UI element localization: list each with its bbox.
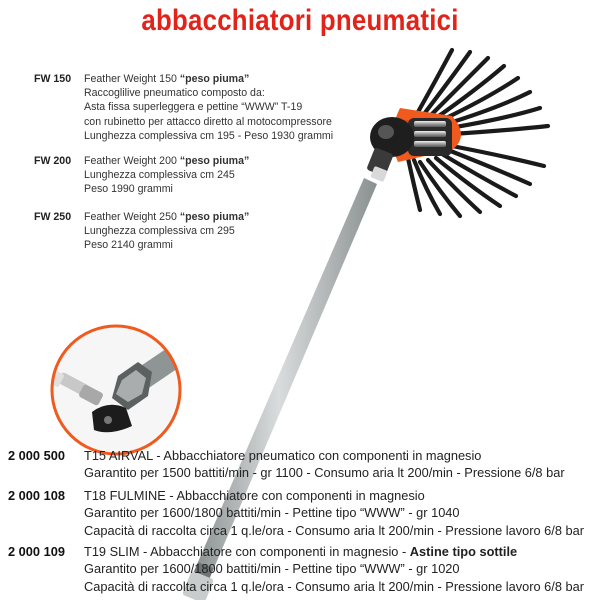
model-nickname: “peso piuma” <box>179 155 250 167</box>
product-heading <box>84 487 584 504</box>
model-name-line <box>84 210 249 224</box>
model-detail: Lunghezza complessiva cm 195 - Peso 1930 grammi <box>84 129 334 142</box>
model-code: FW 200 <box>34 155 72 167</box>
model-code: FW 250 <box>34 211 72 223</box>
comb-head <box>366 50 548 216</box>
model-nickname: “peso piuma” <box>179 73 250 85</box>
model-detail: Lunghezza complessiva cm 295 <box>84 225 235 238</box>
product-heading-text: T18 FULMINE - Abbacchiatore con componenti in magnesio <box>84 488 425 503</box>
product-spec: Capacità di raccolta circa 1 q.le/ora - Consumo aria lt 200/min - Pressione lavoro 6/8 bar <box>84 578 585 594</box>
product-heading <box>84 543 584 560</box>
product-heading-text: T15 AIRVAL - Abbacchiatore pneumatico con componenti in magnesio <box>84 448 482 463</box>
model-detail: Peso 2140 grammi <box>84 239 173 252</box>
model-detail: Lunghezza complessiva cm 245 <box>84 169 235 182</box>
model-name-line <box>84 154 249 168</box>
product-code: 2 000 109 <box>8 544 65 559</box>
product-heading-text: T19 SLIM - Abbacchiatore con componenti in magnesio - <box>84 544 410 559</box>
product-spec: Capacità di raccolta circa 1 q.le/ora - Consumo aria lt 200/min - Pressione lavoro 6/8 bar <box>84 522 585 538</box>
product-spec: Garantito per 1500 battiti/min - gr 1100 - Consumo aria lt 200/min - Pressione 6/8 bar <box>84 465 565 481</box>
coupler-detail-inset <box>40 320 200 460</box>
product-heading-emphasis: Astine tipo sottile <box>409 544 518 559</box>
model-nickname: “peso piuma” <box>179 211 250 223</box>
model-detail: con rubinetto per attacco diretto al motocompressore <box>84 115 332 128</box>
model-detail: Raccoglilive pneumatico composto da: <box>84 87 265 100</box>
model-name-line <box>84 72 333 86</box>
page-title: abbacchiatori pneumatici <box>141 4 459 37</box>
model-name: Feather Weight 200 <box>84 155 177 167</box>
model-name: Feather Weight 250 <box>84 211 177 223</box>
model-code: FW 150 <box>34 73 72 85</box>
product-code: 2 000 500 <box>8 448 65 463</box>
model-name: Feather Weight 150 <box>84 73 177 85</box>
model-detail: Peso 1990 grammi <box>84 183 173 196</box>
product-spec: Garantito per 1600/1800 battiti/min - Pettine tipo “WWW” - gr 1020 <box>84 561 460 577</box>
product-code: 2 000 108 <box>8 488 65 503</box>
model-detail: Asta fissa superleggera e pettine “WWW” T-19 <box>84 101 303 114</box>
product-heading <box>84 447 565 464</box>
product-spec: Garantito per 1600/1800 battiti/min - Pettine tipo “WWW” - gr 1040 <box>84 505 460 521</box>
